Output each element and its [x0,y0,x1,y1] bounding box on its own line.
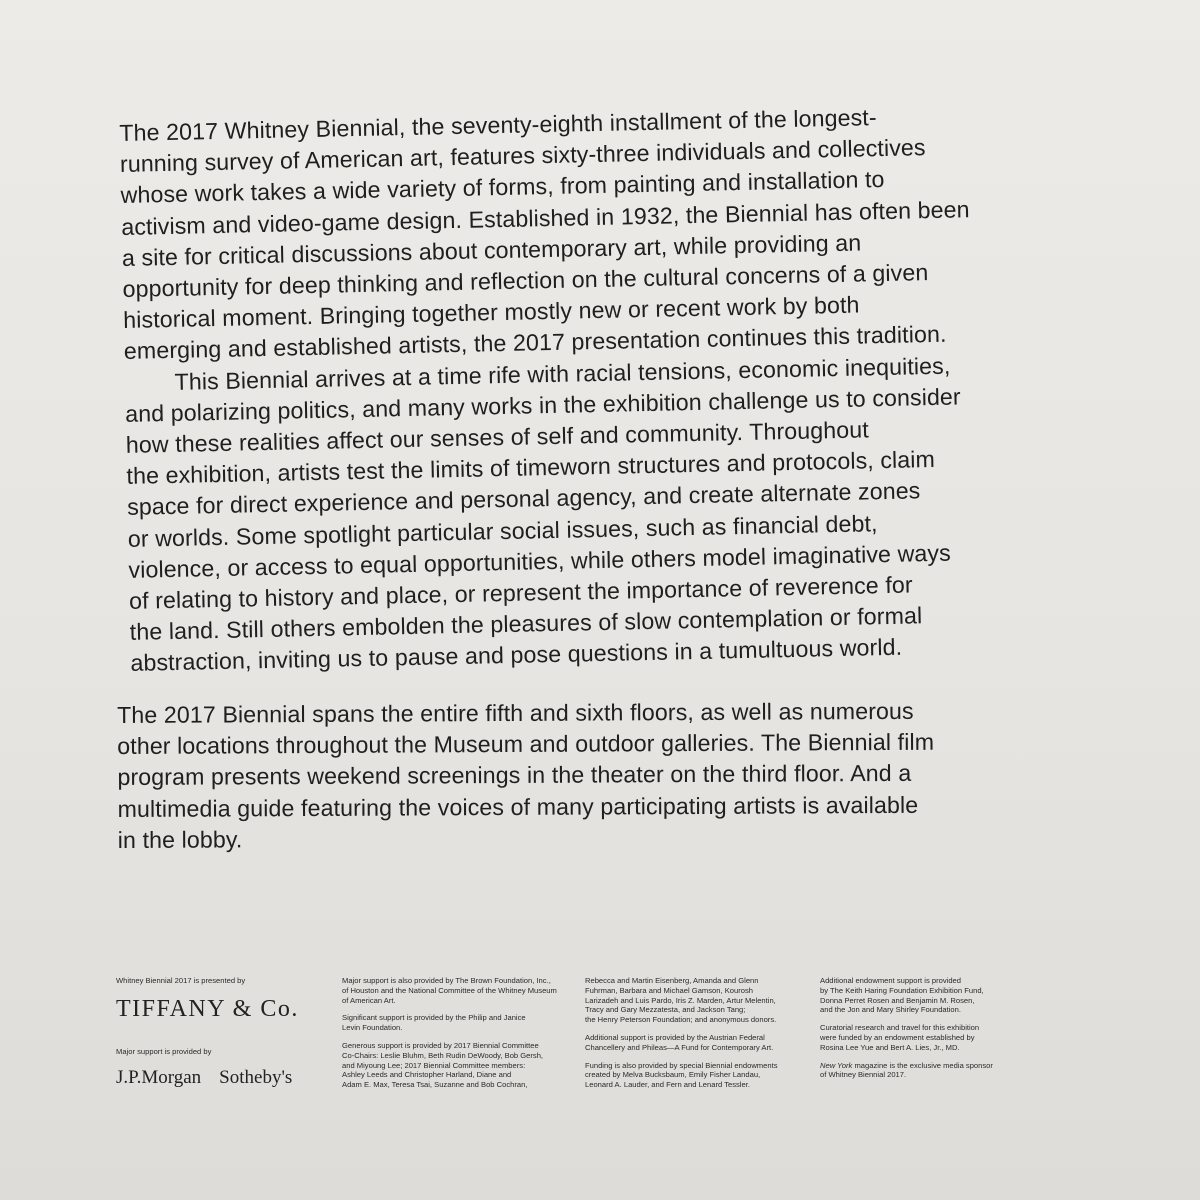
sponsor-credits [116,976,1026,1116]
sponsor-logos [116,1067,316,1089]
credit-line: Rebecca and Martin Eisenberg, Amanda and Glenn [585,976,759,985]
credit-line: Additional support is provided by the Austrian Federal [585,1032,765,1042]
floor-info-text [117,695,1028,856]
credit-line: of American Art. [342,995,396,1005]
text-line: whose work takes a wide variety of forms, from painting and installation to [120,166,885,209]
credit-line: Adam E. Max, Teresa Tsai, Suzanne and Bob Cochran, [342,1080,528,1090]
text-line: or worlds. Some spotlight particular social issues, such as financial debt, [127,509,878,552]
credit-line: Generous support is provided by 2017 Biennial Committee [342,1040,539,1050]
credit-line: and the Jon and Mary Shirley Foundation. [820,1005,961,1015]
text-line: and polarizing politics, and many works in the exhibition challenge us to consider [124,383,961,427]
text-line: other locations throughout the Museum and outdoor galleries. The Biennial film [117,728,935,760]
text-line: multimedia guide featuring the voices of many participating artists is available [117,791,919,822]
credits-column-1 [116,976,316,1089]
credit-line: the Henry Peterson Foundation; and anonymous donors. [585,1015,777,1025]
credit-line: Leonard A. Lauder, and Fern and Lenard Tessler. [585,1080,750,1090]
credit-block [342,1013,572,1033]
intro-text [119,99,1041,680]
text-line: the exhibition, artists test the limits of timeworn structures and protocols, claim [126,446,936,490]
credits-column-3 [585,976,810,1098]
credit-block [585,1061,810,1090]
text-line: running survey of American art, features sixty-three individuals and collectives [119,134,926,178]
credit-line: Donna Perret Rosen and Benjamin M. Rosen, [820,995,975,1005]
text-line: emerging and established artists, the 2017 presentation continues this tradition. [123,321,947,365]
text-line: program presents weekend screenings in the theater on the third floor. And a [117,760,912,791]
text-line: space for direct experience and personal agency, and create alternate zones [126,477,921,521]
credit-line: Major support is also provided by The Brown Foundation, Inc., [342,976,551,985]
credit-block [585,1033,810,1053]
credit-block [820,1023,1040,1052]
text-line: This Biennial arrives at a time rife with racial tensions, economic inequities, [174,352,951,395]
credit-line: Chancellery and Phileas—A Fund for Contemporary Art. [585,1042,774,1052]
sothebys-logo: Sotheby's [219,1066,293,1088]
credit-line: Fuhrman, Barbara and Michael Gamson, Kourosh [585,985,753,995]
credit-line: by The Keith Haring Foundation Exhibition Fund, [820,985,984,995]
credit-line: Rosina Lee Yue and Bert A. Lies, Jr., MD. [820,1042,960,1052]
text-line: opportunity for deep thinking and reflection on the cultural concerns of a given [122,259,929,302]
presented-by-label: Whitney Biennial 2017 is presented by [116,976,246,985]
intro-paragraph-3 [117,695,1028,856]
credit-block [820,1061,1040,1081]
intro-paragraph-2 [124,349,1040,680]
credits-column-2 [342,976,572,1098]
credit-line: Curatorial research and travel for this exhibition [820,1023,980,1033]
credit-block [342,976,572,1005]
text-line: a site for critical discussions about contemporary art, while providing an [121,229,862,271]
text-line: abstraction, inviting us to pause and pose questions in a tumultuous world. [130,634,903,677]
credit-line: were funded by an endowment established by [820,1032,975,1042]
credit-line: Larizadeh and Luis Pardo, Iris Z. Marden, Artur Melentin, [585,995,776,1005]
credit-block [342,1041,572,1090]
credit-line: Significant support is provided by the Philip and Janice [342,1013,526,1023]
text-line: the land. Still others embolden the pleasures of slow contemplation or formal [129,602,923,646]
credit-line: Levin Foundation. [342,1023,403,1033]
text-line: how these realities affect our senses of self and community. Throughout [125,416,870,458]
credit-line-rest: magazine is the exclusive media sponsor [852,1060,993,1070]
intro-paragraph-1 [119,99,1034,368]
credit-block [585,976,810,1025]
credit-line: Co-Chairs: Leslie Bluhm, Beth Rudin DeWoody, Bob Gersh, [342,1050,544,1060]
credit-line: created by Melva Bucksbaum, Emily Fisher Landau, [585,1070,761,1080]
credit-line: Ashley Leeds and Christopher Harland, Diane and [342,1070,512,1080]
credit-line: and Miyoung Lee; 2017 Biennial Committee members: [342,1060,526,1070]
credit-line [820,1061,1040,1071]
credits-column-4 [820,976,1040,1088]
credit-block [820,976,1040,1015]
text-line: in the lobby. [117,826,243,853]
text-line: violence, or access to equal opportunities, while others model imaginative ways [128,539,952,583]
text-line: The 2017 Whitney Biennial, the seventy-eighth installment of the longest- [119,104,877,146]
credit-line: Additional endowment support is provided [820,976,961,985]
text-line: historical moment. Bringing together mostly new or recent work by both [122,291,860,334]
credit-line: Tracy and Gary Mezzatesta, and Jackson Tang; [585,1005,746,1015]
jpmorgan-logo: J.P.Morgan [116,1066,202,1088]
media-sponsor-name: New York [820,1060,853,1070]
text-line: of relating to history and place, or represent the importance of reverence for [128,571,913,614]
credit-line: Funding is also provided by special Biennial endowments [585,1060,778,1070]
tiffany-logo: TIFFANY & Co. [116,995,299,1022]
credit-line: of Whitney Biennial 2017. [820,1070,907,1080]
text-line: activism and video-game design. Established in 1932, the Biennial has often been [121,195,970,240]
text-line: The 2017 Biennial spans the entire fifth and sixth floors, as well as numerous [117,697,914,728]
credit-line: of Houston and the National Committee of the Whitney Museum [342,985,557,995]
major-support-label: Major support is provided by [116,1046,212,1056]
